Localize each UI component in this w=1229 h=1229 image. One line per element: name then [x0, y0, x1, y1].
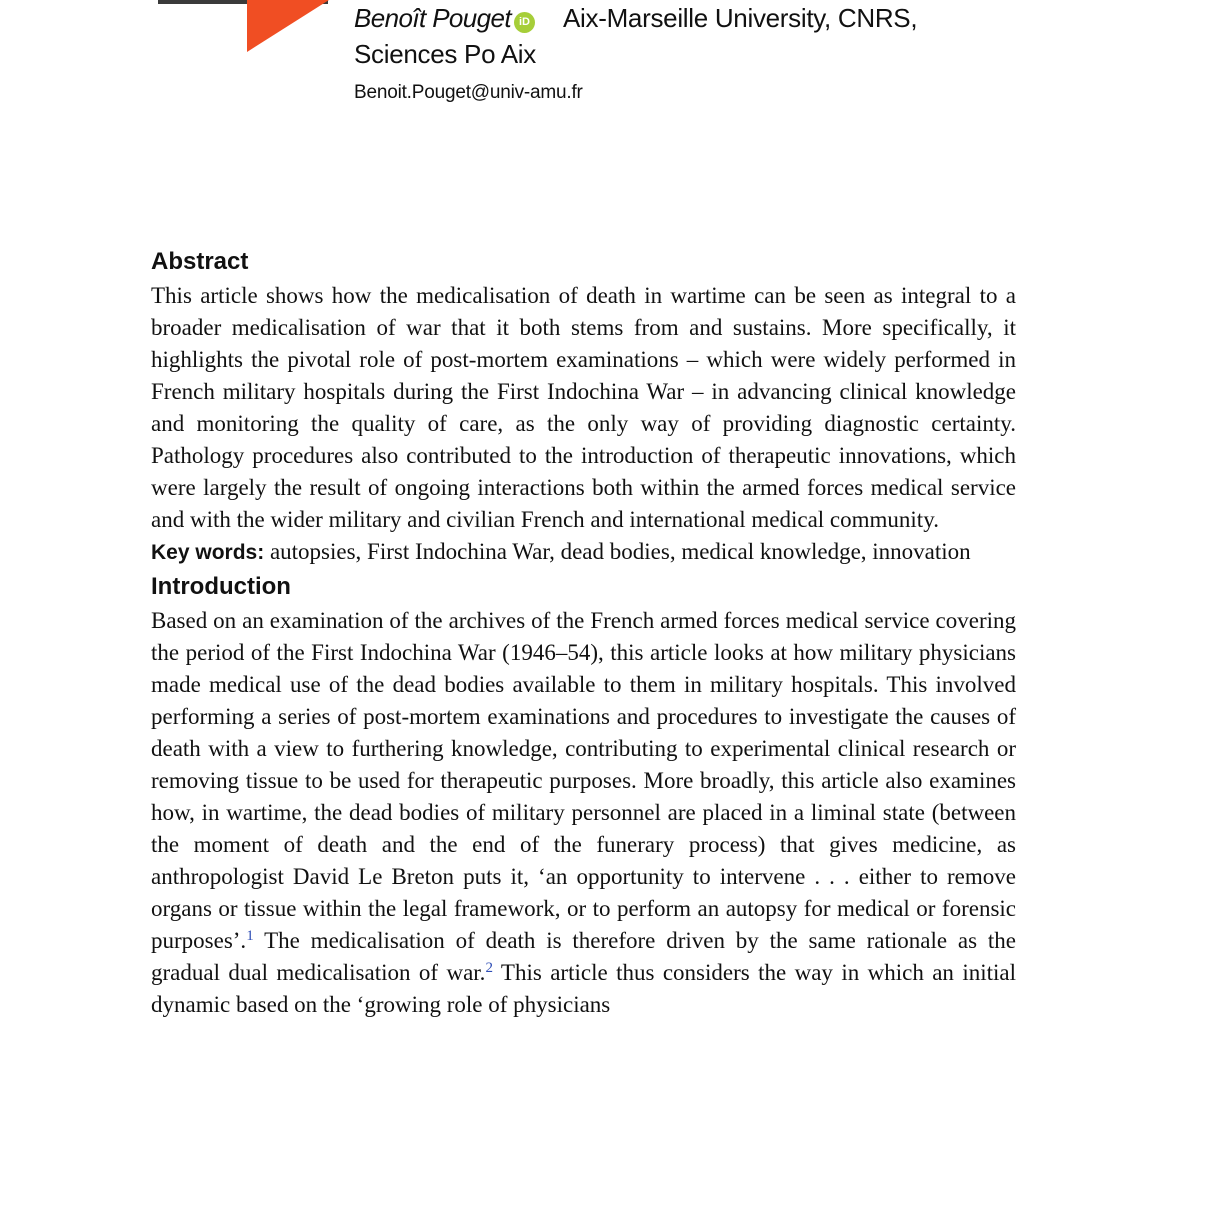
- article-body: [151, 244, 1016, 1021]
- author-name: Benoît Pouget: [354, 3, 511, 33]
- author-line: [354, 0, 917, 36]
- introduction-text: [151, 605, 1016, 1021]
- author-affiliation: Aix-Marseille University, CNRS,: [563, 3, 918, 33]
- keywords-label: Key words:: [151, 541, 265, 564]
- author-affiliation-continued: Sciences Po Aix: [354, 39, 536, 69]
- footnote-ref-1[interactable]: 1: [246, 928, 254, 944]
- footnote-ref-2[interactable]: 2: [485, 960, 493, 976]
- introduction-heading: Introduction: [151, 573, 291, 600]
- introduction-part-1: Based on an examination of the archives of the French armed forces medical service covering the period of the First Indochina War (1946–54), this article looks at how military physicians made medical use of the dead bodies available to them in military hospitals. This involved performing a series of post-mortem examinations and procedures to investigate the causes of death with a view to furthering knowledge, contributing to experimental clinical research or removing tissue to be used for therapeutic purposes. More broadly, this article also examines how, in wartime, the dead bodies of military personnel are placed in a liminal state (between the moment of death and the end of the funerary process) that gives medicine, as anthropologist David Le Breton puts it, ‘an opportunity to intervene . . . either to remove organs or tissue within the legal framework, or to perform an autopsy for medical or forensic purposes’.: [151, 608, 1016, 953]
- journal-logo-triangle: [247, 0, 329, 52]
- author-email[interactable]: Benoit.Pouget@univ-amu.fr: [354, 82, 583, 103]
- abstract-text: This article shows how the medicalisation of death in wartime can be seen as integral to a broader medicalisation of war that it both stems from and sustains. More specifically, it highlights the pivotal role of post-mortem examinations – which were widely performed in French military hospitals during the First Indochina War – in advancing clinical knowledge and monitoring the quality of care, as the only way of providing diagnostic certainty. Pathology procedures also contributed to the introduction of therapeutic innovations, which were largely the result of ongoing interactions both within the armed forces medical service and with the wider military and civilian French and international medical community.: [151, 283, 1016, 532]
- author-block: [354, 0, 917, 106]
- introduction-part-2: The medicalisation of death is therefore driven by the same rationale as the gradual dual medicalisation of war.: [151, 928, 1016, 985]
- keywords-list: autopsies, First Indochina War, dead bodies, medical knowledge, innovation: [264, 539, 971, 564]
- keywords-paragraph: [151, 536, 1016, 569]
- introduction-part-3: This article thus considers the way in which an initial dynamic based on the ‘growing role of physicians: [151, 960, 1016, 1017]
- abstract-heading: Abstract: [151, 248, 249, 275]
- orcid-icon[interactable]: iD: [514, 12, 535, 33]
